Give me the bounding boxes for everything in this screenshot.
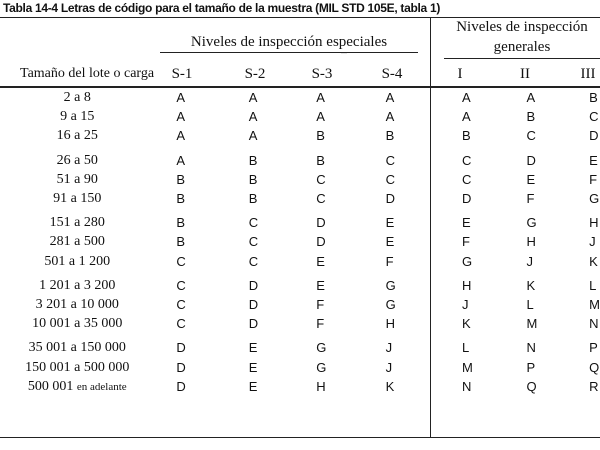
cell-spacer	[155, 276, 177, 295]
cell-spacer	[296, 377, 316, 397]
cell-spacer	[366, 252, 386, 271]
code-letter-cell: B	[248, 171, 258, 187]
code-letter-cell: C	[385, 152, 396, 168]
table-row	[0, 338, 600, 357]
code-letter-cell: E	[248, 340, 258, 356]
code-letter-cell: M	[526, 316, 538, 332]
cell-spacer	[569, 170, 589, 189]
table-row	[0, 357, 600, 376]
cell-spacer	[229, 88, 249, 107]
code-letter-cell: G	[385, 296, 396, 312]
cell-spacer	[229, 213, 249, 232]
code-letter-cell: A	[248, 90, 258, 106]
cell-spacer	[569, 189, 589, 208]
cell-spacer	[155, 377, 177, 397]
special-levels-heading: Niveles de inspección especiales	[190, 34, 388, 50]
lot-size-range: 3 201 a 10 000	[35, 296, 119, 312]
code-letter-cell: N	[462, 379, 472, 395]
special-group-underline	[160, 52, 418, 53]
lot-size-range: 9 a 15	[60, 109, 95, 125]
cell-spacer	[155, 314, 177, 333]
cell-spacer	[229, 295, 249, 314]
code-letter-cell: N	[526, 340, 536, 356]
code-letter-cell: E	[589, 152, 598, 168]
cell-spacer	[442, 252, 462, 271]
cell-spacer	[296, 170, 316, 189]
cell-spacer	[569, 107, 589, 126]
code-letter-cell: H	[589, 215, 599, 231]
table-row	[0, 126, 600, 145]
code-letter-cell: B	[462, 128, 471, 144]
cell-spacer	[155, 170, 177, 189]
cell-spacer	[569, 357, 589, 376]
cell-spacer	[507, 276, 527, 295]
code-letter-cell: B	[176, 171, 185, 187]
cell-spacer	[366, 107, 386, 126]
table-row	[0, 276, 600, 295]
lot-size-cell	[0, 338, 155, 357]
cell-spacer	[569, 295, 589, 314]
cell-spacer	[507, 338, 527, 357]
lot-size-cell	[0, 107, 155, 126]
code-letter-cell: C	[176, 316, 186, 332]
cell-spacer	[507, 88, 527, 107]
col-heading-s3: S-3	[311, 66, 333, 82]
table-row	[0, 107, 600, 126]
cell-spacer	[507, 357, 527, 376]
bottom-rule	[0, 437, 600, 438]
code-letter-cell: A	[176, 152, 185, 168]
code-letter-cell: D	[176, 379, 186, 395]
col-heading-i: I	[457, 66, 463, 82]
code-letter-cell: H	[462, 277, 472, 293]
code-letter-cell: A	[176, 109, 185, 125]
cell-spacer	[366, 170, 386, 189]
lot-size-range: 500 001	[27, 378, 74, 394]
code-letter-cell: K	[385, 379, 395, 395]
table-row	[0, 213, 600, 232]
code-letter-cell: K	[462, 316, 471, 332]
cell-spacer	[569, 314, 589, 333]
code-letter-cell: J	[385, 359, 393, 375]
code-letter-cell: A	[176, 128, 185, 144]
cell-spacer	[155, 232, 177, 251]
table-row	[0, 232, 600, 251]
code-letter-cell: B	[526, 109, 536, 125]
lot-size-cell	[0, 377, 155, 397]
cell-spacer	[507, 377, 527, 397]
table-row	[0, 189, 600, 208]
cell-spacer	[366, 151, 386, 170]
lot-size-cell	[0, 151, 155, 170]
lot-size-cell	[0, 314, 155, 333]
col-heading-iii: III	[580, 66, 596, 82]
code-letter-cell: B	[176, 234, 185, 250]
cell-spacer	[229, 377, 249, 397]
code-letter-cell: E	[385, 234, 395, 250]
col-heading-ii: II	[520, 66, 530, 82]
code-letter-cell: D	[589, 128, 599, 144]
cell-spacer	[229, 314, 249, 333]
code-letter-cell: A	[385, 90, 395, 106]
code-letter-cell: K	[526, 277, 536, 293]
cell-spacer	[442, 189, 462, 208]
cell-spacer	[569, 338, 589, 357]
code-letter-cell: A	[526, 90, 536, 106]
cell-spacer	[296, 276, 316, 295]
code-letter-cell: D	[248, 296, 259, 312]
cell-spacer	[296, 88, 316, 107]
code-letter-cell: C	[385, 171, 396, 187]
code-letter-cell: L	[526, 296, 534, 312]
cell-spacer	[507, 189, 527, 208]
code-letter-cell: A	[462, 90, 471, 106]
cell-spacer	[296, 213, 316, 232]
cell-spacer	[155, 189, 177, 208]
cell-spacer	[229, 338, 249, 357]
cell-spacer	[507, 213, 527, 232]
code-letter-cell: A	[248, 128, 258, 144]
cell-spacer	[296, 295, 316, 314]
code-letter-cell: D	[462, 191, 472, 207]
code-letter-cell: A	[316, 109, 325, 125]
cell-spacer	[507, 126, 527, 145]
cell-spacer	[366, 314, 386, 333]
col-heading-s4: S-4	[381, 66, 403, 82]
cell-spacer	[155, 126, 177, 145]
cell-spacer	[507, 314, 527, 333]
code-letter-cell: E	[248, 359, 258, 375]
code-letter-cell: D	[526, 152, 536, 168]
cell-spacer	[507, 232, 527, 251]
code-letter-cell: F	[526, 191, 535, 207]
code-letter-cell: A	[316, 90, 325, 106]
code-letter-cell: F	[316, 316, 325, 332]
cell-spacer	[229, 189, 249, 208]
code-letter-cell: D	[248, 316, 259, 332]
cell-spacer	[366, 338, 386, 357]
cell-spacer	[229, 107, 249, 126]
code-letter-cell: F	[589, 171, 598, 187]
code-letter-cell: G	[316, 340, 327, 356]
cell-spacer	[442, 88, 462, 107]
code-letter-cell: A	[176, 90, 185, 106]
cell-spacer	[155, 107, 177, 126]
cell-spacer	[507, 170, 527, 189]
decorative-mark: ···	[341, 51, 347, 57]
code-letter-cell: C	[589, 109, 599, 125]
cell-spacer	[569, 276, 589, 295]
cell-spacer	[569, 252, 589, 271]
code-letter-cell: D	[316, 215, 326, 231]
table-row	[0, 252, 600, 271]
cell-spacer	[507, 151, 527, 170]
code-letter-cell: J	[385, 340, 393, 356]
col-heading-s2: S-2	[244, 66, 266, 82]
lot-size-range: 501 a 1 200	[44, 253, 111, 269]
cell-spacer	[366, 213, 386, 232]
code-letter-cell: C	[316, 171, 326, 187]
lot-size-range: 151 a 280	[49, 215, 105, 231]
code-letter-cell: E	[462, 215, 471, 231]
code-letter-cell: M	[589, 296, 600, 312]
lot-size-cell	[0, 295, 155, 314]
cell-spacer	[229, 276, 249, 295]
lot-size-cell	[0, 126, 155, 145]
lot-size-range: 150 001 a 500 000	[25, 359, 130, 375]
cell-spacer	[442, 170, 462, 189]
code-letter-cell: J	[589, 234, 596, 250]
cell-spacer	[442, 151, 462, 170]
cell-spacer	[366, 126, 386, 145]
cell-spacer	[155, 252, 177, 271]
code-letter-cell: E	[248, 379, 258, 395]
cell-spacer	[155, 151, 177, 170]
lot-size-range: 10 001 a 35 000	[32, 316, 123, 332]
table-row	[0, 151, 600, 170]
cell-spacer	[296, 338, 316, 357]
code-letter-cell: G	[462, 253, 473, 269]
code-letter-cell: C	[526, 128, 536, 144]
lot-size-range: 2 a 8	[63, 90, 91, 106]
code-letter-cell: J	[462, 296, 469, 312]
code-letter-cell: C	[176, 277, 186, 293]
cell-spacer	[366, 189, 386, 208]
lot-size-cell	[0, 88, 155, 107]
lot-size-range: 35 001 a 150 000	[28, 340, 126, 356]
lot-size-range: 91 a 150	[53, 191, 102, 207]
code-letter-cell: D	[176, 340, 186, 356]
general-levels-heading-line2: generales	[493, 39, 551, 55]
code-letter-cell: G	[589, 191, 600, 207]
code-letter-cell: D	[176, 359, 186, 375]
code-letter-cell: C	[462, 152, 472, 168]
cell-spacer	[442, 276, 462, 295]
code-letter-cell: H	[316, 379, 326, 395]
cell-spacer	[569, 151, 589, 170]
cell-spacer	[366, 295, 386, 314]
code-letter-cell: F	[462, 234, 470, 250]
code-letter-cell: D	[248, 277, 259, 293]
table-row	[0, 88, 600, 107]
cell-spacer	[442, 107, 462, 126]
code-letter-cell: D	[385, 191, 396, 207]
cell-spacer	[296, 252, 316, 271]
lot-size-cell	[0, 357, 155, 376]
lot-size-range: 51 a 90	[56, 171, 98, 187]
cell-spacer	[366, 232, 386, 251]
lot-size-column-heading: Tamaño del lote o carga	[20, 66, 155, 81]
code-letter-cell: B	[176, 191, 185, 207]
cell-spacer	[296, 151, 316, 170]
table-row	[0, 377, 600, 397]
code-letter-cell: A	[385, 109, 395, 125]
code-letter-cell: P	[589, 340, 598, 356]
code-letter-cell: E	[526, 171, 536, 187]
cell-spacer	[155, 295, 177, 314]
code-letter-cell: C	[316, 191, 326, 207]
code-letter-cell: B	[248, 191, 258, 207]
cell-spacer	[296, 357, 316, 376]
lot-size-range: 281 a 500	[49, 234, 105, 250]
cell-spacer	[229, 357, 249, 376]
cell-spacer	[442, 357, 462, 376]
cell-spacer	[366, 88, 386, 107]
code-letter-cell: B	[248, 152, 258, 168]
code-letter-cell: B	[385, 128, 395, 144]
cell-spacer	[442, 338, 462, 357]
code-letter-table	[0, 88, 600, 397]
cell-spacer	[507, 295, 527, 314]
code-letter-cell: B	[589, 90, 598, 106]
code-letter-cell: L	[589, 277, 597, 293]
cell-spacer	[442, 126, 462, 145]
code-letter-cell: C	[462, 171, 472, 187]
code-letter-cell: B	[316, 128, 325, 144]
cell-spacer	[229, 252, 249, 271]
code-letter-cell: M	[462, 359, 473, 375]
code-letter-cell: L	[462, 340, 470, 356]
cell-spacer	[229, 170, 249, 189]
lot-size-range: 1 201 a 3 200	[39, 277, 116, 293]
cell-spacer	[155, 213, 177, 232]
code-letter-cell: E	[385, 215, 395, 231]
cell-spacer	[569, 377, 589, 397]
code-letter-cell: A	[462, 109, 471, 125]
code-letter-cell: P	[526, 359, 536, 375]
code-letter-cell: H	[385, 316, 396, 332]
cell-spacer	[569, 88, 589, 107]
cell-spacer	[442, 213, 462, 232]
lot-size-cell	[0, 276, 155, 295]
table-caption: Tabla 14-4 Letras de código para el tamaño de la muestra (MIL STD 105E, tabla 1)	[3, 1, 441, 15]
code-letter-cell: Q	[589, 359, 600, 375]
cell-spacer	[507, 107, 527, 126]
cell-spacer	[296, 126, 316, 145]
cell-spacer	[155, 88, 177, 107]
code-letter-cell: C	[176, 296, 186, 312]
cell-spacer	[442, 314, 462, 333]
code-letter-cell: C	[248, 234, 259, 250]
code-letter-cell: Q	[526, 379, 537, 395]
col-heading-s1: S-1	[171, 66, 193, 82]
lot-size-cell	[0, 170, 155, 189]
cell-spacer	[296, 107, 316, 126]
code-letter-cell: B	[176, 215, 185, 231]
cell-spacer	[569, 213, 589, 232]
code-letter-cell: J	[526, 253, 534, 269]
cell-spacer	[155, 338, 177, 357]
general-group-underline	[444, 58, 600, 59]
cell-spacer	[442, 232, 462, 251]
code-letter-cell: G	[526, 215, 537, 231]
general-levels-heading-line1: Niveles de inspección	[456, 19, 588, 35]
cell-spacer	[366, 357, 386, 376]
table-row	[0, 295, 600, 314]
lot-size-range: 16 a 25	[56, 128, 98, 144]
lot-size-cell	[0, 232, 155, 251]
table-row	[0, 314, 600, 333]
code-letter-cell: D	[316, 234, 326, 250]
cell-spacer	[296, 232, 316, 251]
lot-size-suffix: en adelante	[76, 380, 127, 393]
cell-spacer	[229, 126, 249, 145]
cell-spacer	[366, 276, 386, 295]
cell-spacer	[229, 151, 249, 170]
code-letter-cell: E	[316, 253, 325, 269]
cell-spacer	[366, 377, 386, 397]
cell-spacer	[442, 295, 462, 314]
code-letter-cell: K	[589, 253, 598, 269]
code-letter-cell: C	[248, 215, 259, 231]
cell-spacer	[442, 377, 462, 397]
lot-size-cell	[0, 189, 155, 208]
code-letter-cell: N	[589, 316, 599, 332]
code-letter-cell: G	[316, 359, 327, 375]
cell-spacer	[569, 232, 589, 251]
code-letter-cell: G	[385, 277, 396, 293]
code-letter-cell: F	[316, 296, 325, 312]
cell-spacer	[155, 357, 177, 376]
cell-spacer	[296, 314, 316, 333]
table-row	[0, 170, 600, 189]
lot-size-cell	[0, 213, 155, 232]
code-letter-cell: H	[526, 234, 536, 250]
code-letter-cell: C	[248, 253, 259, 269]
lot-size-cell	[0, 252, 155, 271]
code-letter-cell: E	[316, 277, 325, 293]
cell-spacer	[507, 252, 527, 271]
cell-spacer	[569, 126, 589, 145]
code-letter-cell: C	[176, 253, 186, 269]
code-letter-cell: A	[248, 109, 258, 125]
code-letter-cell: B	[316, 152, 325, 168]
code-letter-cell: F	[385, 253, 394, 269]
lot-size-range: 26 a 50	[56, 152, 98, 168]
code-letter-cell: R	[589, 379, 599, 395]
cell-spacer	[229, 232, 249, 251]
cell-spacer	[296, 189, 316, 208]
